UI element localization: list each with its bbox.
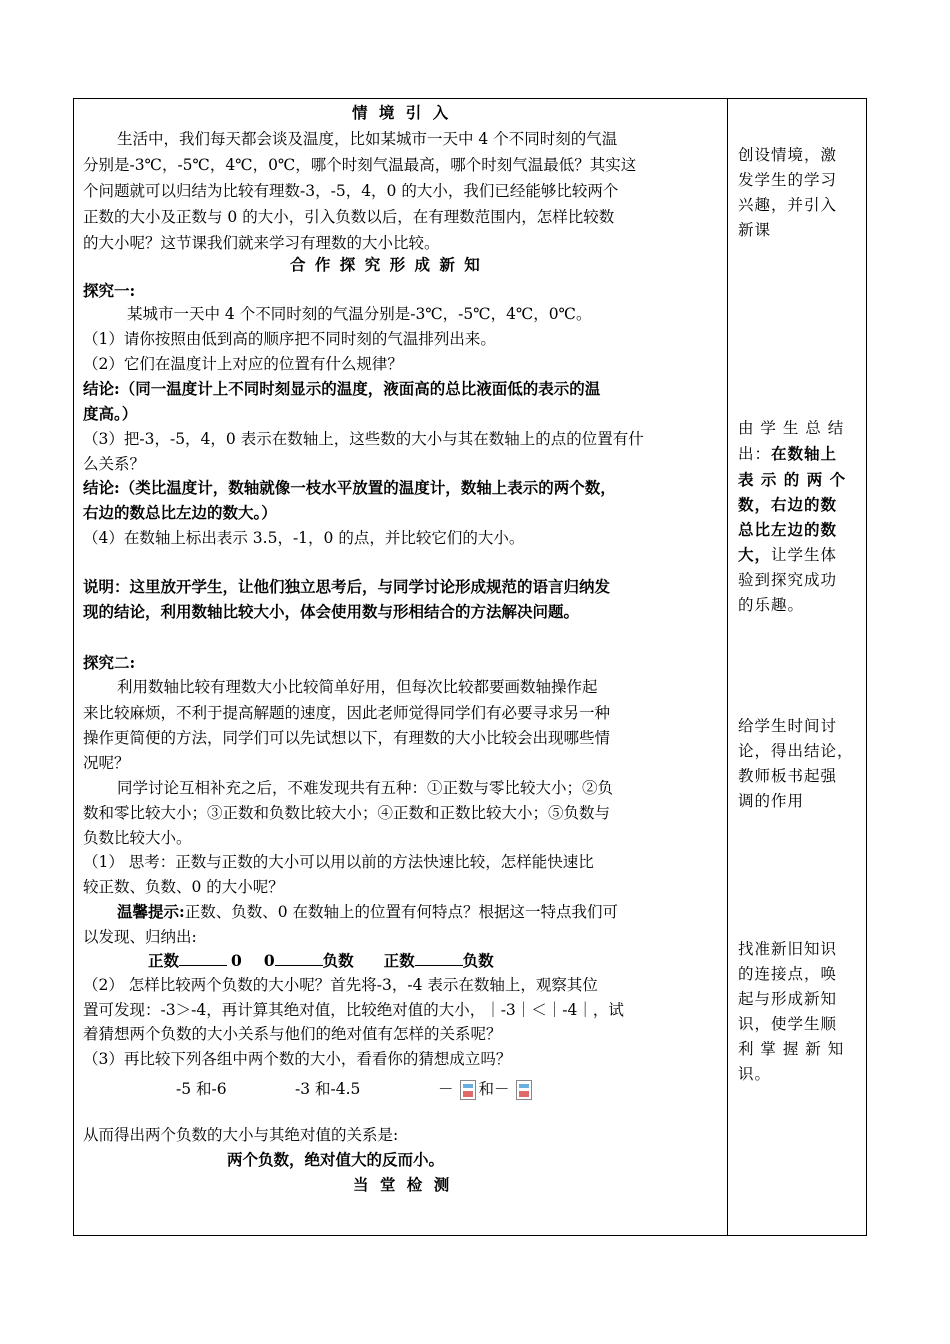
side-note-bold: 大， (738, 545, 772, 564)
conclusion2-line-1: 结论:（类比温度计，数轴就像一枝水平放置的温度计，数轴上表示的两个数， (83, 478, 616, 497)
q3-line-2: 么关系？ (83, 455, 146, 473)
intro-line-1: 生活中，我们每天都会谈及温度，比如某城市一天中 4 个不同时刻的气温 (117, 130, 618, 148)
compare-d: 负数 (322, 951, 354, 970)
compare-f: 负数 (462, 951, 494, 970)
compare-row (148, 948, 494, 974)
explore2-q2-line-1: （2） 怎样比较两个负数的大小呢？首先将-3，-4 表示在数轴上，观察其位 (83, 976, 598, 994)
blank-2 (275, 949, 323, 966)
explore2-q2-line-2: 置可发现：-3＞-4，再计算其绝对值，比较绝对值的大小，｜-3｜＜｜-4｜，试 (83, 1001, 624, 1019)
note-line-2: 现的结论，利用数轴比较大小，体会使用数与形相结合的方法解决问题。 (83, 602, 580, 621)
compare-b: 0 (231, 951, 242, 970)
side-note-line (738, 542, 862, 568)
side-note-line: 识，使学生顺 (738, 1015, 838, 1033)
explore2-para1-line-2: 来比较麻烦，不利于提高解题的速度，因此老师觉得同学们有必要寻求另一种 (83, 704, 611, 722)
explore2-q3-line: （3）再比较下列各组中两个数的大小，看看你的猜想成立吗？ (83, 1050, 512, 1068)
pair-2: -3 和-4.5 (295, 1080, 361, 1098)
intro-title: 情 境 引 入 (352, 103, 452, 122)
side-note-connect (738, 937, 862, 1087)
explore2-para1-line-1: 利用数轴比较有理数大小比较简单好用，但每次比较都要画数轴操作起 (117, 678, 598, 696)
blank-3 (415, 949, 463, 966)
q4-line: （4）在数轴上标出表示 3.5，-1，0 的点，并比较它们的大小。 (83, 529, 525, 547)
compare-e: 正数 (383, 951, 415, 970)
side-note-line: 验到探究成功 (738, 571, 838, 589)
conclusion2-line-2: 右边的数总比左边的数大。） (83, 503, 277, 522)
intro-line-5: 的大小呢？这节课我们就来学习有理数的大小比较。 (83, 234, 440, 252)
pair-3-minus: － (438, 1080, 454, 1098)
side-note-line: 调的作用 (738, 792, 805, 810)
intro-line-4: 正数的大小及正数与 0 的大小，引入负数以后，在有理数范围内，怎样比较数 (83, 208, 615, 226)
explore2-heading: 探究二: (83, 653, 136, 672)
conclusion1-line-2: 度高。） (83, 404, 138, 423)
side-note-line: 总比左边的数 (738, 520, 838, 539)
side-note-intro (738, 143, 862, 243)
hint-line-2: 以发现、归纳出: (83, 928, 197, 946)
explore2-q1-line-1: （1） 思考：正数与正数的大小可以用以前的方法快速比较，怎样能快速比 (83, 853, 594, 871)
side-note-line: 利 掌 握 新 知 (738, 1040, 845, 1058)
side-note-line: 兴趣，并引入 (738, 196, 838, 214)
result-line: 从而得出两个负数的大小与其绝对值的关系是: (83, 1126, 399, 1144)
side-note-bold: 在数轴上 (771, 444, 838, 463)
blank-1 (179, 949, 227, 966)
explore2-para2-line-2: 数和零比较大小；③正数和负数比较大小；④正数和正数比较大小；⑤负数与 (83, 804, 611, 822)
side-note-line: 起与形成新知 (738, 990, 838, 1008)
explore1-line-1: 某城市一天中 4 个不同时刻的气温分别是-3℃，-5℃，4℃，0℃。 (127, 305, 592, 323)
side-note-fragment: 让学生体 (771, 546, 838, 564)
side-note-fragment: 出： (738, 445, 772, 463)
side-note-line: 教师板书起强 (738, 767, 838, 785)
explore2-para2-line-3: 负数比较大小。 (83, 829, 192, 847)
side-note-line: 的乐趣。 (738, 596, 805, 614)
test-title: 当 堂 检 测 (353, 1175, 453, 1194)
explore1-heading: 探究一: (83, 281, 136, 300)
conclusion1-line-1: 结论:（同一温度计上不同时刻显示的温度，液面高的总比液面低的表示的温 (83, 379, 601, 398)
side-note-line: 找准新旧知识 (738, 940, 838, 958)
side-note-explore1 (738, 416, 862, 618)
side-note-line: 新课 (738, 221, 772, 239)
column-divider (727, 98, 728, 1236)
side-note-line: 表 示 的 两 个 (738, 470, 847, 489)
pair-3-and: 和－ (478, 1080, 510, 1098)
explore1-line-3: （2）它们在温度计上对应的位置有什么规律？ (83, 355, 403, 373)
explore2-para1-line-4: 况呢？ (83, 754, 130, 772)
side-note-line: 的连接点，唤 (738, 965, 838, 983)
hint-text: 正数、负数、0 在数轴上的位置有何特点？根据这一特点我们可 (184, 903, 619, 921)
side-note-line: 发学生的学习 (738, 171, 838, 189)
side-note-line: 创设情境，激 (738, 146, 838, 164)
side-note-line (738, 441, 862, 467)
intro-line-3: 个问题就可以归结为比较有理数-3，-5，4，0 的大小，我们已经能够比较两个 (83, 182, 619, 200)
intro-line-2: 分别是-3℃，-5℃，4℃，0℃，哪个时刻气温最高，哪个时刻气温最低？其实这 (83, 156, 637, 174)
side-note-line: 给学生时间讨 (738, 717, 838, 735)
side-note-explore2 (738, 714, 862, 814)
pair-1: -5 和-6 (176, 1080, 227, 1098)
coop-title: 合 作 探 究 形 成 新 知 (290, 255, 482, 274)
side-note-line: 由 学 生 总 结 (738, 419, 845, 437)
side-note-line: 数，右边的数 (738, 495, 838, 514)
side-note-line: 识。 (738, 1065, 772, 1083)
q3-line-1: （3）把-3，-5，4，0 表示在数轴上，这些数的大小与其在数轴上的点的位置有什 (83, 430, 644, 448)
rule-line: 两个负数，绝对值大的反而小。 (227, 1150, 445, 1169)
compare-a: 正数 (148, 951, 180, 970)
explore2-q2-line-3: 着猜想两个负数的大小关系与他们的绝对值有怎样的关系呢？ (83, 1025, 502, 1043)
fraction-image-icon (516, 1080, 532, 1100)
pair-3 (438, 1076, 534, 1102)
hint-line (117, 899, 618, 925)
side-note-line: 论，得出结论， (738, 742, 854, 760)
explore2-q1-line-2: 较正数、负数、0 的大小呢？ (83, 878, 284, 896)
fraction-image-icon (460, 1080, 476, 1100)
explore2-para2-line-1: 同学讨论互相补充之后，不难发现共有五种：①正数与零比较大小；②负 (117, 779, 614, 797)
compare-c: 0 (263, 951, 275, 970)
explore2-para1-line-3: 操作更简便的方法，同学们可以先试想以下，有理数的大小比较会出现哪些情 (83, 729, 611, 747)
explore1-line-2: （1）请你按照由低到高的顺序把不同时刻的气温排列出来。 (83, 330, 496, 348)
note-line-1: 说明：这里放开学生，让他们独立思考后，与同学讨论形成规范的语言归纳发 (83, 577, 611, 596)
hint-label: 温馨提示: (117, 902, 185, 921)
